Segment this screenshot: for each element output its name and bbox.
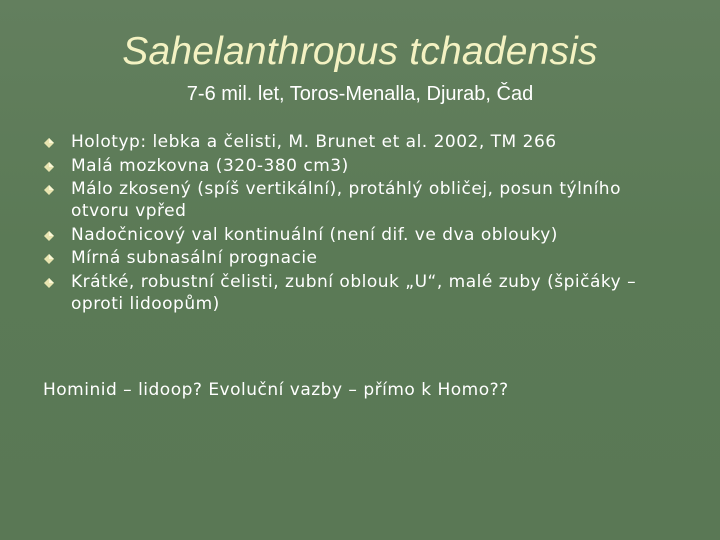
list-item: [44, 155, 684, 177]
bullet-text: Málo zkosený (spíš vertikální), protáhlý obličej, posun týlního otvoru vpřed: [71, 179, 621, 222]
bullet-text: Malá mozkovna (320-380 cm3): [71, 155, 349, 176]
bullet-text: Krátké, robustní čelisti, zubní oblouk „U“, malé zuby (špičáky – oproti lidoopům): [71, 271, 637, 314]
diamond-bullet-icon: [44, 254, 54, 264]
bullet-text: Nadočnicový val kontinuální (není dif. ve dva oblouky): [71, 224, 558, 245]
diamond-bullet-icon: [44, 162, 54, 172]
diamond-bullet-icon: [44, 138, 54, 148]
slide-subtitle: 7-6 mil. let, Toros-Menalla, Djurab, Čad: [186, 83, 534, 105]
footer-text: Hominid – lidoop? Evoluční vazby – přímo k Homo??: [43, 380, 509, 400]
slide-title: Sahelanthropus tchadensis: [122, 30, 598, 73]
bullet-text: Mírná subnasální prognacie: [71, 248, 318, 269]
bullet-list: [44, 131, 684, 317]
diamond-bullet-icon: [44, 185, 54, 195]
list-item: [44, 178, 684, 222]
bullet-text: Holotyp: lebka a čelisti, M. Brunet et al. 2002, TM 266: [71, 132, 557, 152]
diamond-bullet-icon: [44, 278, 54, 288]
diamond-bullet-icon: [44, 231, 54, 241]
list-item: [44, 271, 684, 315]
list-item: [44, 247, 684, 269]
list-item: [44, 224, 684, 246]
list-item: [44, 131, 684, 153]
